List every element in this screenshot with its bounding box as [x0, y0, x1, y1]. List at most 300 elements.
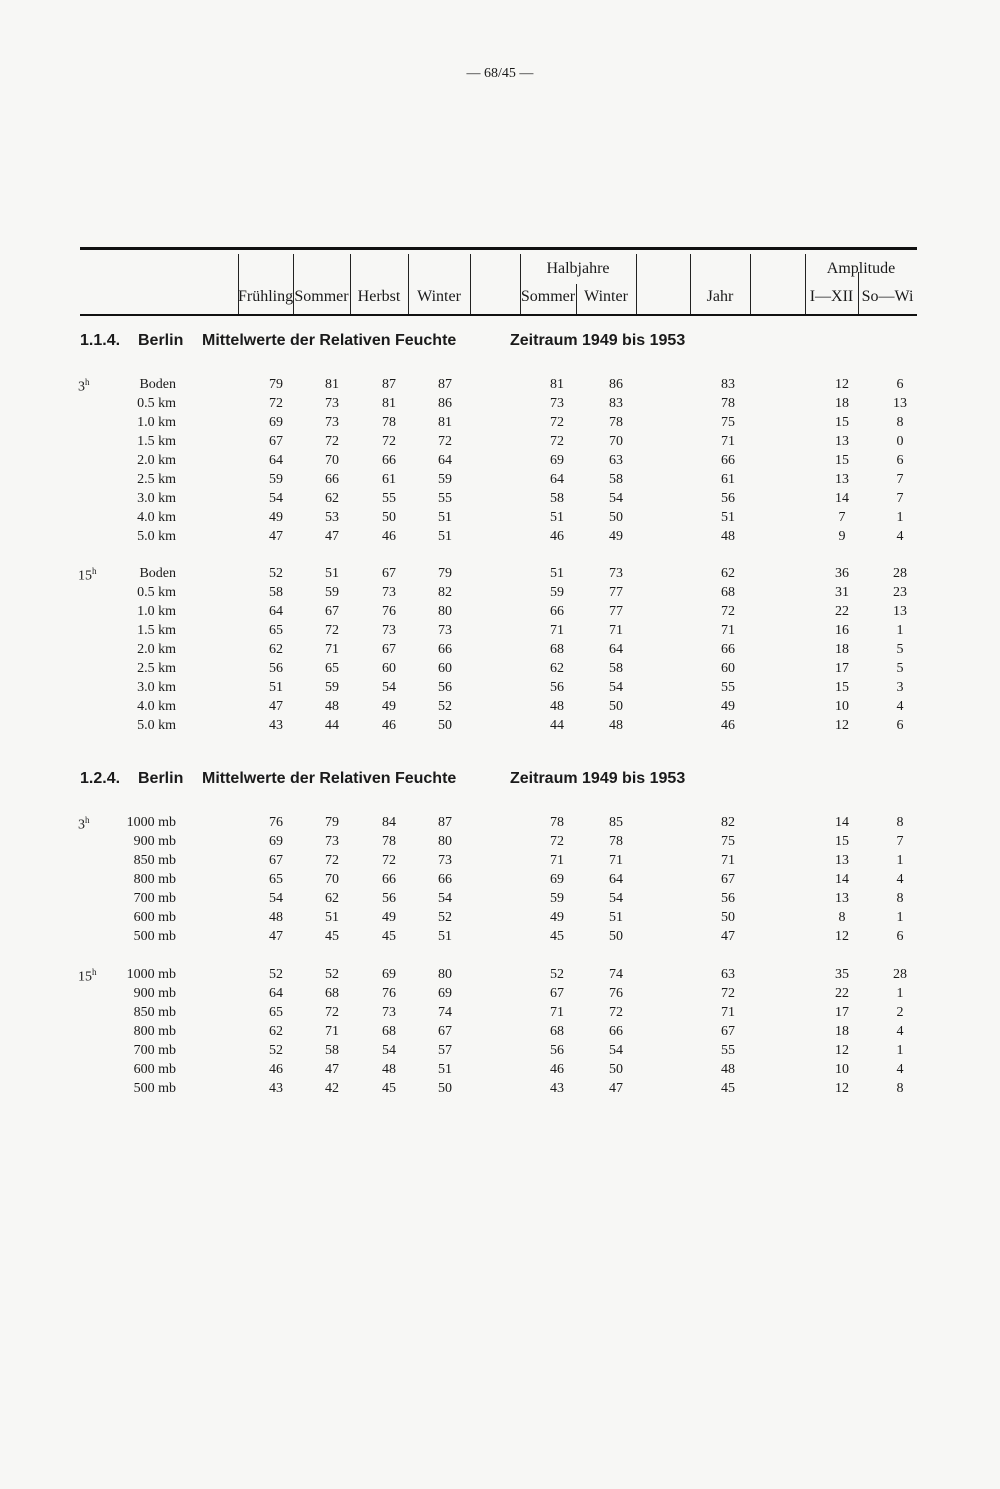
table-cell: 13	[835, 853, 849, 868]
table-cell: 73	[325, 415, 339, 430]
table-cell: 67	[269, 853, 283, 868]
table-cell: 15	[835, 834, 849, 849]
table-cell: 4	[896, 1024, 904, 1039]
table-cell: 6	[896, 929, 904, 944]
table-cell: 66	[438, 642, 452, 657]
table-row	[0, 585, 1000, 604]
table-cell: 7	[896, 834, 904, 849]
table-row	[0, 699, 1000, 718]
hour-suffix: h	[92, 566, 97, 576]
table-cell: 62	[721, 566, 735, 581]
level-label: 850 mb	[133, 1005, 176, 1020]
table-cell: 59	[325, 585, 339, 600]
table-cell: 59	[438, 472, 452, 487]
level-label: 2.5 km	[137, 661, 176, 676]
table-cell: 56	[382, 891, 396, 906]
hour-value: 15	[78, 969, 92, 985]
table-cell: 73	[382, 585, 396, 600]
table-cell: 52	[438, 910, 452, 925]
level-label: 2.0 km	[137, 453, 176, 468]
table-cell: 76	[269, 815, 283, 830]
column-header	[80, 247, 917, 316]
level-label: 900 mb	[133, 834, 176, 849]
table-row	[0, 661, 1000, 680]
table-cell: 73	[325, 396, 339, 411]
header-hj-sommer: Sommer	[520, 288, 576, 305]
table-cell: 51	[550, 510, 564, 525]
table-cell: 71	[609, 853, 623, 868]
table-cell: 47	[269, 699, 283, 714]
level-label: 600 mb	[133, 910, 176, 925]
table-cell: 64	[269, 604, 283, 619]
table-cell: 45	[550, 929, 564, 944]
table-cell: 58	[325, 1043, 339, 1058]
table-cell: 14	[835, 491, 849, 506]
table-row	[0, 853, 1000, 872]
table-row	[0, 623, 1000, 642]
table-cell: 48	[609, 718, 623, 733]
table-cell: 71	[721, 1005, 735, 1020]
table-cell: 69	[382, 967, 396, 982]
table-cell: 22	[835, 986, 849, 1001]
table-cell: 50	[438, 718, 452, 733]
table-cell: 66	[382, 453, 396, 468]
header-herbst: Herbst	[357, 288, 401, 305]
table-cell: 18	[835, 1024, 849, 1039]
table-cell: 67	[721, 872, 735, 887]
table-cell: 79	[325, 815, 339, 830]
table-cell: 17	[835, 1005, 849, 1020]
table-cell: 43	[269, 1081, 283, 1096]
table-row	[0, 491, 1000, 510]
level-label: 2.5 km	[137, 472, 176, 487]
table-cell: 82	[438, 585, 452, 600]
table-cell: 79	[438, 566, 452, 581]
table-cell: 47	[269, 529, 283, 544]
table-cell: 58	[609, 472, 623, 487]
table-cell: 50	[721, 910, 735, 925]
table-cell: 51	[438, 929, 452, 944]
table-cell: 35	[835, 967, 849, 982]
header-fruehling: Frühling	[238, 288, 294, 305]
table-cell: 83	[721, 377, 735, 392]
table-cell: 72	[550, 834, 564, 849]
table-cell: 72	[721, 986, 735, 1001]
level-label: 500 mb	[133, 929, 176, 944]
table-row	[0, 910, 1000, 929]
header-jahr: Jahr	[706, 288, 734, 305]
table-cell: 1	[896, 623, 904, 638]
table-cell: 5	[896, 661, 904, 676]
table-cell: 60	[721, 661, 735, 676]
table-cell: 12	[835, 1081, 849, 1096]
table-row	[0, 566, 1000, 585]
table-cell: 54	[609, 891, 623, 906]
hour-value: 3	[78, 379, 85, 395]
table-cell: 6	[896, 453, 904, 468]
table-row	[0, 1062, 1000, 1081]
table-cell: 12	[835, 377, 849, 392]
table-cell: 50	[438, 1081, 452, 1096]
level-label: Boden	[139, 566, 176, 581]
table-row	[0, 986, 1000, 1005]
table-cell: 67	[550, 986, 564, 1001]
table-cell: 49	[382, 699, 396, 714]
level-label: 1.0 km	[137, 604, 176, 619]
table-cell: 66	[382, 872, 396, 887]
table-cell: 52	[269, 1043, 283, 1058]
table-cell: 50	[609, 1062, 623, 1077]
header-halbjahre: Halbjahre	[546, 260, 610, 277]
table-cell: 67	[438, 1024, 452, 1039]
table-cell: 81	[550, 377, 564, 392]
table-cell: 84	[382, 815, 396, 830]
table-cell: 54	[269, 491, 283, 506]
table-cell: 51	[721, 510, 735, 525]
table-cell: 78	[382, 834, 396, 849]
table-cell: 59	[550, 585, 564, 600]
table-cell: 56	[721, 891, 735, 906]
table-cell: 48	[721, 1062, 735, 1077]
table-cell: 80	[438, 834, 452, 849]
table-cell: 77	[609, 585, 623, 600]
table-cell: 80	[438, 967, 452, 982]
table-cell: 1	[896, 910, 904, 925]
table-cell: 67	[269, 434, 283, 449]
table-cell: 50	[609, 699, 623, 714]
table-cell: 54	[609, 491, 623, 506]
table-cell: 74	[438, 1005, 452, 1020]
table-cell: 68	[325, 986, 339, 1001]
table-cell: 15	[835, 415, 849, 430]
section-period: Zeitraum 1949 bis 1953	[510, 332, 686, 349]
table-cell: 85	[609, 815, 623, 830]
section-number: 1.2.4.	[80, 770, 121, 787]
header-hj-winter: Winter	[584, 288, 628, 305]
hour-label	[78, 815, 90, 834]
table-cell: 56	[550, 1043, 564, 1058]
table-cell: 64	[269, 986, 283, 1001]
table-cell: 72	[269, 396, 283, 411]
table-cell: 47	[325, 1062, 339, 1077]
level-label: 1000 mb	[126, 967, 176, 982]
table-row	[0, 967, 1000, 986]
page-number: — 68/45 —	[466, 66, 534, 81]
table-cell: 64	[609, 872, 623, 887]
table-cell: 46	[382, 718, 396, 733]
table-cell: 69	[438, 986, 452, 1001]
hour-suffix: h	[92, 967, 97, 977]
table-cell: 71	[325, 1024, 339, 1039]
table-cell: 70	[325, 453, 339, 468]
table-cell: 3	[896, 680, 904, 695]
level-label: 1.0 km	[137, 415, 176, 430]
table-cell: 8	[896, 415, 904, 430]
table-cell: 67	[382, 566, 396, 581]
table-cell: 52	[550, 967, 564, 982]
table-cell: 10	[835, 699, 849, 714]
level-label: 900 mb	[133, 986, 176, 1001]
table-cell: 14	[835, 815, 849, 830]
table-cell: 13	[835, 891, 849, 906]
level-label: 1000 mb	[126, 815, 176, 830]
table-row	[0, 718, 1000, 737]
level-label: 0.5 km	[137, 396, 176, 411]
table-cell: 67	[721, 1024, 735, 1039]
table-row	[0, 415, 1000, 434]
table-cell: 55	[721, 1043, 735, 1058]
table-cell: 71	[325, 642, 339, 657]
table-row	[0, 929, 1000, 948]
table-cell: 50	[609, 510, 623, 525]
table-cell: 64	[269, 453, 283, 468]
table-cell: 18	[835, 642, 849, 657]
table-cell: 62	[550, 661, 564, 676]
table-cell: 83	[609, 396, 623, 411]
table-cell: 0	[896, 434, 904, 449]
table-row	[0, 642, 1000, 661]
table-row	[0, 872, 1000, 891]
level-label: 4.0 km	[137, 510, 176, 525]
table-cell: 47	[269, 929, 283, 944]
level-label: Boden	[139, 377, 176, 392]
table-cell: 49	[550, 910, 564, 925]
table-cell: 51	[438, 510, 452, 525]
table-cell: 51	[325, 910, 339, 925]
table-cell: 28	[893, 566, 907, 581]
table-cell: 15	[835, 680, 849, 695]
table-cell: 52	[269, 967, 283, 982]
table-cell: 79	[269, 377, 283, 392]
hour-label	[78, 967, 97, 986]
table-cell: 72	[382, 853, 396, 868]
table-cell: 68	[382, 1024, 396, 1039]
table-cell: 71	[550, 1005, 564, 1020]
table-cell: 51	[550, 566, 564, 581]
table-cell: 64	[550, 472, 564, 487]
table-cell: 15	[835, 453, 849, 468]
table-cell: 72	[382, 434, 396, 449]
table-cell: 50	[382, 510, 396, 525]
table-cell: 64	[438, 453, 452, 468]
table-cell: 54	[438, 891, 452, 906]
table-cell: 69	[269, 834, 283, 849]
table-cell: 66	[609, 1024, 623, 1039]
table-row	[0, 472, 1000, 491]
table-cell: 12	[835, 718, 849, 733]
table-cell: 12	[835, 929, 849, 944]
header-amp-1: I—XII	[809, 288, 854, 305]
section-heading: Mittelwerte der Relativen Feuchte	[202, 770, 457, 787]
table-cell: 23	[893, 585, 907, 600]
table-cell: 4	[896, 529, 904, 544]
section-city: Berlin	[138, 332, 184, 349]
table-cell: 10	[835, 1062, 849, 1077]
table-cell: 44	[550, 718, 564, 733]
table-cell: 13	[893, 396, 907, 411]
table-cell: 73	[438, 853, 452, 868]
table-cell: 66	[721, 453, 735, 468]
table-cell: 58	[269, 585, 283, 600]
level-label: 1.5 km	[137, 623, 176, 638]
table-cell: 43	[269, 718, 283, 733]
table-cell: 6	[896, 377, 904, 392]
table-cell: 73	[382, 1005, 396, 1020]
table-cell: 72	[721, 604, 735, 619]
table-cell: 8	[896, 815, 904, 830]
table-cell: 66	[325, 472, 339, 487]
table-cell: 72	[438, 434, 452, 449]
table-cell: 1	[896, 986, 904, 1001]
table-cell: 52	[438, 699, 452, 714]
table-cell: 47	[721, 929, 735, 944]
table-cell: 78	[609, 415, 623, 430]
table-cell: 45	[382, 929, 396, 944]
table-cell: 44	[325, 718, 339, 733]
table-cell: 78	[382, 415, 396, 430]
level-label: 5.0 km	[137, 718, 176, 733]
table-cell: 46	[550, 529, 564, 544]
table-cell: 2	[896, 1005, 904, 1020]
table-cell: 59	[325, 680, 339, 695]
header-sommer: Sommer	[294, 288, 349, 305]
table-cell: 65	[269, 623, 283, 638]
table-cell: 66	[550, 604, 564, 619]
table-cell: 49	[721, 699, 735, 714]
table-cell: 72	[325, 434, 339, 449]
table-cell: 67	[325, 604, 339, 619]
table-cell: 43	[550, 1081, 564, 1096]
table-row	[0, 1005, 1000, 1024]
table-cell: 77	[609, 604, 623, 619]
level-label: 2.0 km	[137, 642, 176, 657]
table-cell: 71	[609, 623, 623, 638]
table-cell: 46	[382, 529, 396, 544]
table-cell: 74	[609, 967, 623, 982]
table-cell: 76	[609, 986, 623, 1001]
table-cell: 73	[550, 396, 564, 411]
table-cell: 71	[550, 623, 564, 638]
level-label: 700 mb	[133, 1043, 176, 1058]
table-cell: 48	[382, 1062, 396, 1077]
table-cell: 48	[269, 910, 283, 925]
table-cell: 52	[325, 967, 339, 982]
table-cell: 18	[835, 396, 849, 411]
header-amplitude: Amplitude	[826, 260, 896, 277]
table-cell: 1	[896, 510, 904, 525]
table-cell: 8	[838, 910, 846, 925]
table-cell: 13	[835, 434, 849, 449]
table-cell: 72	[325, 623, 339, 638]
table-cell: 63	[609, 453, 623, 468]
table-cell: 54	[609, 680, 623, 695]
table-cell: 70	[609, 434, 623, 449]
hour-suffix: h	[85, 377, 90, 387]
table-cell: 82	[721, 815, 735, 830]
table-cell: 76	[382, 986, 396, 1001]
table-cell: 4	[896, 1062, 904, 1077]
table-cell: 62	[269, 1024, 283, 1039]
table-cell: 48	[721, 529, 735, 544]
level-label: 800 mb	[133, 872, 176, 887]
table-cell: 9	[838, 529, 846, 544]
table-cell: 1	[896, 853, 904, 868]
hour-label	[78, 377, 90, 396]
table-cell: 78	[609, 834, 623, 849]
table-cell: 60	[438, 661, 452, 676]
table-cell: 8	[896, 891, 904, 906]
table-row	[0, 453, 1000, 472]
level-label: 700 mb	[133, 891, 176, 906]
table-cell: 71	[721, 623, 735, 638]
table-cell: 45	[325, 929, 339, 944]
level-label: 4.0 km	[137, 699, 176, 714]
table-row	[0, 510, 1000, 529]
table-cell: 69	[550, 872, 564, 887]
table-cell: 81	[382, 396, 396, 411]
table-cell: 36	[835, 566, 849, 581]
table-cell: 73	[382, 623, 396, 638]
table-cell: 51	[438, 529, 452, 544]
table-cell: 61	[382, 472, 396, 487]
table-cell: 4	[896, 872, 904, 887]
table-cell: 68	[721, 585, 735, 600]
table-row	[0, 529, 1000, 548]
table-cell: 6	[896, 718, 904, 733]
level-label: 500 mb	[133, 1081, 176, 1096]
table-row	[0, 834, 1000, 853]
table-cell: 73	[609, 566, 623, 581]
table-row	[0, 680, 1000, 699]
table-cell: 56	[721, 491, 735, 506]
level-label: 3.0 km	[137, 491, 176, 506]
table-cell: 87	[438, 815, 452, 830]
table-cell: 48	[550, 699, 564, 714]
table-cell: 73	[438, 623, 452, 638]
table-cell: 7	[838, 510, 846, 525]
table-cell: 69	[550, 453, 564, 468]
table-row	[0, 434, 1000, 453]
table-cell: 51	[609, 910, 623, 925]
table-cell: 62	[325, 491, 339, 506]
hour-value: 3	[78, 817, 85, 833]
table-cell: 65	[269, 1005, 283, 1020]
table-cell: 28	[893, 967, 907, 982]
table-cell: 78	[550, 815, 564, 830]
table-cell: 72	[550, 415, 564, 430]
table-cell: 54	[382, 680, 396, 695]
section-heading: Mittelwerte der Relativen Feuchte	[202, 332, 457, 349]
table-cell: 81	[438, 415, 452, 430]
table-cell: 75	[721, 834, 735, 849]
table-cell: 49	[609, 529, 623, 544]
table-cell: 50	[609, 929, 623, 944]
table-cell: 56	[438, 680, 452, 695]
table-cell: 71	[550, 853, 564, 868]
level-label: 0.5 km	[137, 585, 176, 600]
table-cell: 42	[325, 1081, 339, 1096]
table-row	[0, 377, 1000, 396]
table-cell: 13	[835, 472, 849, 487]
table-cell: 86	[609, 377, 623, 392]
table-cell: 72	[325, 1005, 339, 1020]
table-cell: 55	[721, 680, 735, 695]
table-cell: 46	[550, 1062, 564, 1077]
table-cell: 14	[835, 872, 849, 887]
level-label: 5.0 km	[137, 529, 176, 544]
table-cell: 73	[325, 834, 339, 849]
table-row	[0, 1081, 1000, 1100]
